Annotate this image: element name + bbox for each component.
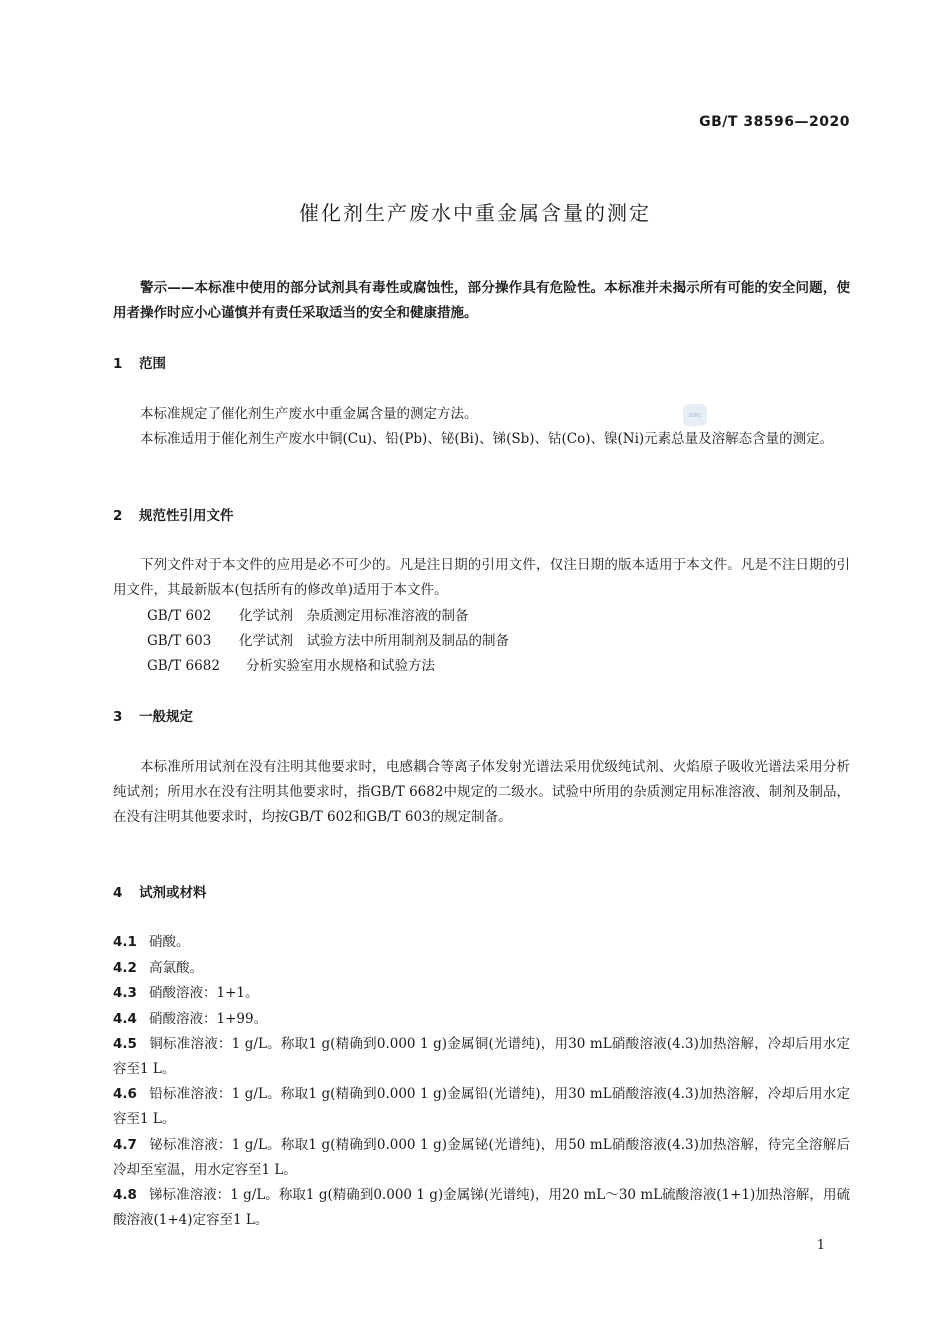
- page-number: 1: [816, 1238, 825, 1253]
- section-number: 1: [113, 356, 123, 372]
- reference-title: 化学试剂 试验方法中所用制剂及制品的制备: [239, 633, 509, 649]
- item-text: 铜标准溶液：1 g/L。称取1 g(精确到0.000 1 g)金属铜(光谱纯)，用30 mL硝酸溶液(4.3)加热溶解，冷却后用水定容至1 L。: [113, 1036, 850, 1077]
- reagent-item: [113, 981, 850, 1006]
- reagent-item: [113, 1183, 850, 1233]
- item-text: 铋标准溶液：1 g/L。称取1 g(精确到0.000 1 g)金属铋(光谱纯)，用50 mL硝酸溶液(4.3)加热溶解，待完全溶解后冷却至室温，用水定容至1 L。: [113, 1137, 850, 1178]
- standard-number: GB/T 38596—2020: [699, 114, 850, 130]
- reference-code: GB/T 602: [147, 608, 212, 624]
- reference-title: 分析实验室用水规格和试验方法: [246, 658, 435, 674]
- item-number: 4.1: [113, 934, 137, 950]
- scope-paragraph-2: 本标准适用于催化剂生产废水中铜(Cu)、铅(Pb)、铋(Bi)、锑(Sb)、钴(Co)、镍(Ni)元素总量及溶解态含量的测定。: [140, 431, 834, 447]
- reagent-item: [113, 1133, 850, 1183]
- reagent-item: [113, 1082, 850, 1132]
- reference-item: [147, 629, 509, 654]
- item-number: 4.3: [113, 985, 137, 1001]
- section-title: 一般规定: [139, 709, 193, 725]
- reagent-item: [113, 930, 850, 955]
- section-title: 范围: [139, 356, 166, 372]
- reference-code: GB/T 6682: [147, 658, 220, 674]
- reagent-item: [113, 1007, 850, 1032]
- section-3-heading: [113, 707, 193, 727]
- section-2-heading: [113, 506, 234, 526]
- section-number: 2: [113, 508, 123, 524]
- reagent-item: [113, 956, 850, 981]
- item-number: 4.4: [113, 1011, 137, 1027]
- item-number: 4.8: [113, 1187, 137, 1203]
- section-number: 3: [113, 709, 123, 725]
- section-title: 规范性引用文件: [139, 508, 234, 524]
- section-4-heading: [113, 883, 207, 903]
- item-text: 铅标准溶液：1 g/L。称取1 g(精确到0.000 1 g)金属铅(光谱纯)，用30 mL硝酸溶液(4.3)加热溶解，冷却后用水定容至1 L。: [113, 1086, 850, 1127]
- item-text: 硝酸溶液：1+1。: [149, 985, 259, 1001]
- section-number: 4: [113, 885, 123, 901]
- item-number: 4.7: [113, 1137, 137, 1153]
- document-title: 催化剂生产废水中重金属含量的测定: [299, 201, 651, 225]
- watermark-logo: sac: [683, 404, 707, 426]
- normative-references-paragraph: 下列文件对于本文件的应用是必不可少的。凡是注日期的引用文件，仅注日期的版本适用于本文件。凡是不注日期的引用文件，其最新版本(包括所有的修改单)适用于本文件。: [113, 557, 850, 598]
- reference-item: [147, 604, 469, 629]
- section-1-heading: [113, 354, 166, 374]
- reference-title: 化学试剂 杂质测定用标准溶液的制备: [239, 608, 469, 624]
- item-text: 锑标准溶液：1 g/L。称取1 g(精确到0.000 1 g)金属锑(光谱纯)，用20 mL～30 mL硫酸溶液(1+1)加热溶解，用硫酸溶液(1+4)定容至1 L。: [113, 1187, 850, 1228]
- reference-item: [147, 654, 435, 679]
- general-rules-paragraph: 本标准所用试剂在没有注明其他要求时，电感耦合等离子体发射光谱法采用优级纯试剂、火焰原子吸收光谱法采用分析纯试剂；所用水在没有注明其他要求时，指GB/T 6682中规定的二级水。试验中所用的杂质测定用标准溶液、制剂及制品，在没有注明其他要求时，均按GB/T 602和GB/T 603的规定制备。: [113, 759, 850, 825]
- item-number: 4.2: [113, 960, 137, 976]
- section-title: 试剂或材料: [139, 885, 207, 901]
- item-number: 4.6: [113, 1086, 137, 1102]
- reagent-item: [113, 1032, 850, 1082]
- item-text: 硝酸。: [149, 934, 190, 950]
- reference-code: GB/T 603: [147, 633, 212, 649]
- item-text: 高氯酸。: [149, 960, 203, 976]
- warning-paragraph: 警示——本标准中使用的部分试剂具有毒性或腐蚀性，部分操作具有危险性。本标准并未揭示所有可能的安全问题，使用者操作时应小心谨慎并有责任采取适当的安全和健康措施。: [113, 280, 850, 321]
- item-text: 硝酸溶液：1+99。: [149, 1011, 268, 1027]
- scope-paragraph-1: 本标准规定了催化剂生产废水中重金属含量的测定方法。: [140, 406, 478, 422]
- item-number: 4.5: [113, 1036, 137, 1052]
